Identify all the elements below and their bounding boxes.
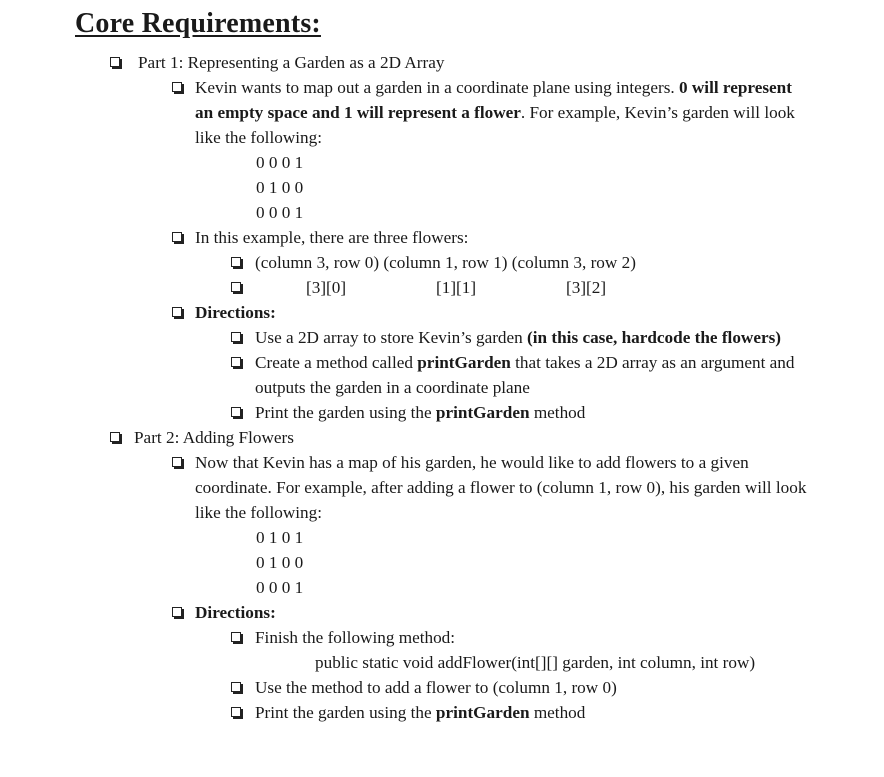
part2-intro-line-1: Now that Kevin has a map of his garden, he would like to add flowers to a given	[195, 453, 749, 472]
direction-2: Use the method to add a flower to (column 1, row 0)	[255, 678, 617, 697]
direction-2-cont: outputs the garden in a coordinate plane	[255, 378, 530, 397]
direction-checkbox-icon[interactable]	[231, 632, 241, 642]
flower-index-2: [1][1]	[436, 278, 477, 297]
direction-checkbox-icon[interactable]	[231, 407, 241, 417]
text-span: . For example, Kevin’s garden will look	[520, 103, 795, 122]
bold-text: 0 will represent	[678, 78, 792, 97]
bold-text: (in this case, hardcode the flowers)	[527, 328, 782, 347]
direction-checkbox-icon[interactable]	[231, 332, 241, 342]
text-span: Kevin wants to map out a garden in a coordinate plane using integers.	[195, 78, 679, 97]
flower-coordinates: (column 3, row 0) (column 1, row 1) (column 3, row 2)	[255, 253, 636, 272]
part1-intro-line-3: like the following:	[195, 128, 322, 147]
bold-text: an empty space and 1 will represent a flower	[195, 103, 521, 122]
garden-row: 0 1 0 1	[256, 528, 304, 547]
direction-checkbox-icon[interactable]	[231, 707, 241, 717]
part2-intro-checkbox-icon[interactable]	[172, 457, 182, 467]
directions-label: Directions:	[195, 603, 276, 622]
example-text: In this example, there are three flowers:	[195, 228, 469, 247]
method-name: printGarden	[435, 403, 530, 422]
text-span: Use a 2D array to store Kevin’s garden	[255, 328, 528, 347]
part2-checkbox-icon[interactable]	[110, 432, 120, 442]
part1-checkbox-icon[interactable]	[110, 57, 120, 67]
page-title: Core Requirements:	[75, 8, 321, 39]
text-span: method	[529, 703, 586, 722]
text-span: Print the garden using the	[255, 703, 436, 722]
flower-index-1: [3][0]	[306, 278, 347, 297]
part2-intro-line-2: coordinate. For example, after adding a flower to (column 1, row 0), his garden will look	[195, 478, 807, 497]
flower-index-3: [3][2]	[566, 278, 607, 297]
method-signature: public static void addFlower(int[][] garden, int column, int row)	[315, 653, 756, 672]
text-span: Create a method called	[255, 353, 418, 372]
direction-3	[255, 400, 585, 425]
directions-checkbox-icon[interactable]	[172, 607, 182, 617]
part2-intro-line-3: like the following:	[195, 503, 322, 522]
direction-checkbox-icon[interactable]	[231, 357, 241, 367]
text-span: that takes a 2D array as an argument and	[510, 353, 795, 372]
directions-checkbox-icon[interactable]	[172, 307, 182, 317]
method-name: printGarden	[417, 353, 511, 372]
method-name: printGarden	[435, 703, 530, 722]
example-checkbox-icon[interactable]	[172, 232, 182, 242]
direction-3	[255, 700, 585, 725]
directions-label: Directions:	[195, 303, 276, 322]
direction-1: Finish the following method:	[255, 628, 456, 647]
indices-checkbox-icon[interactable]	[231, 282, 241, 292]
direction-checkbox-icon[interactable]	[231, 682, 241, 692]
direction-2	[255, 350, 795, 375]
garden-row: 0 0 0 1	[256, 153, 304, 172]
garden-row: 0 0 0 1	[256, 578, 304, 597]
garden-row: 0 1 0 0	[256, 553, 304, 572]
part2-heading: Part 2: Adding Flowers	[134, 428, 294, 447]
text-span: method	[529, 403, 586, 422]
text-span: Print the garden using the	[255, 403, 436, 422]
part1-heading: Part 1: Representing a Garden as a 2D Array	[138, 53, 445, 72]
part1-intro-checkbox-icon[interactable]	[172, 82, 182, 92]
coords-checkbox-icon[interactable]	[231, 257, 241, 267]
part1-intro-line-1	[195, 75, 792, 100]
direction-1	[255, 325, 781, 350]
garden-row: 0 0 0 1	[256, 203, 304, 222]
part1-intro-line-2	[195, 100, 795, 125]
garden-row: 0 1 0 0	[256, 178, 304, 197]
